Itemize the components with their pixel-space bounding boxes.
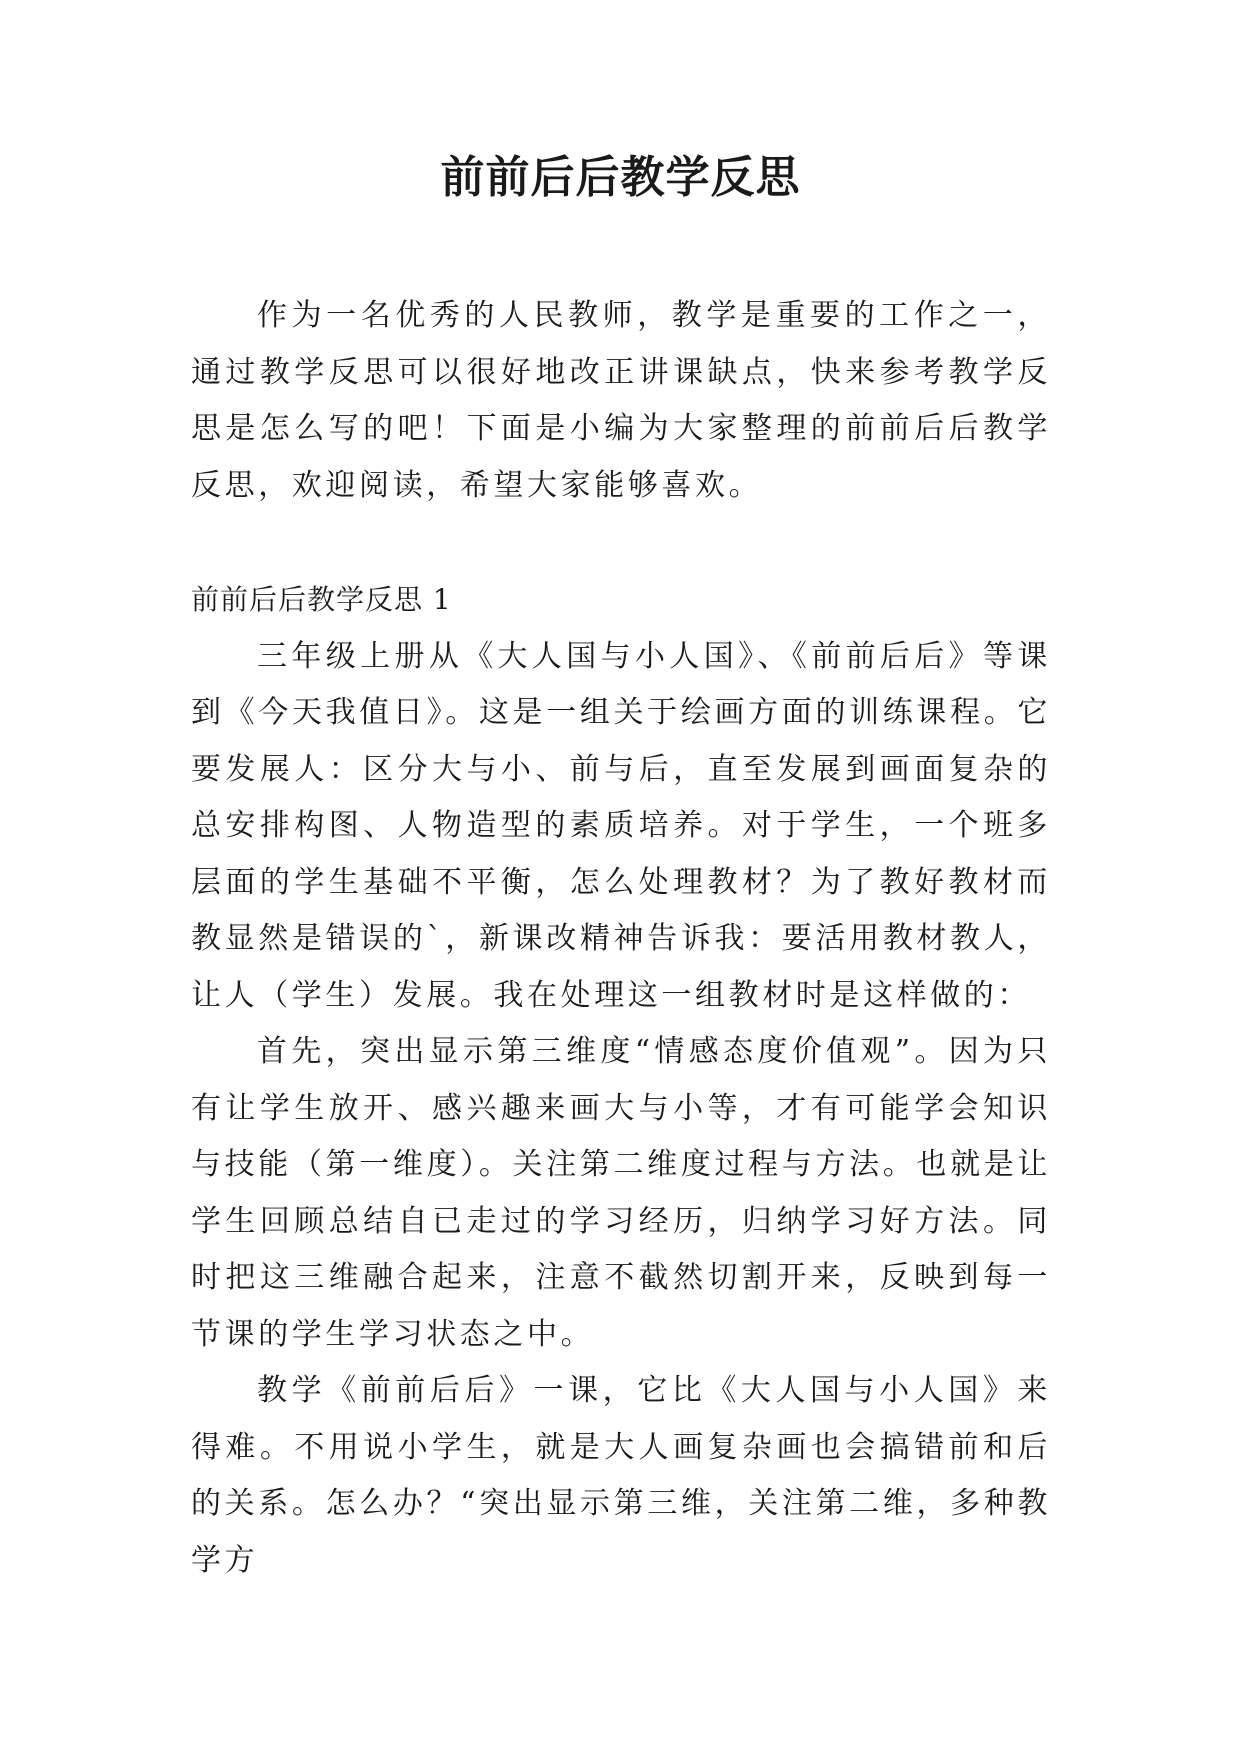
body-paragraph: 首先，突出显示第三维度“情感态度价值观”。因为只有让学生放开、感兴趣来画大与小等，才有可能学会知识与技能（第一维度）。关注第二维度过程与方法。也就是让学生回顾总结自已走过的学习经历，归纳学习好方法。同时把这三维融合起来，注意不截然切割开来，反映到每一节课的学生学习状态之中。	[191, 1034, 1051, 1352]
section-heading: 前前后后教学反思 1	[191, 583, 452, 616]
body-paragraph: 教学《前前后后》一课，它比《大人国与小人国》来得难。不用说小学生，就是大人画复杂画也会搞错前和后的关系。怎么办？“突出显示第三维，关注第二维，多种教学方	[191, 1373, 1051, 1578]
intro-paragraph: 作为一名优秀的人民教师，教学是重要的工作之一，通过教学反思可以很好地改正讲课缺点，快来参考教学反思是怎么写的吧！下面是小编为大家整理的前前后后教学反思，欢迎阅读，希望大家能够喜欢。	[191, 298, 1051, 503]
document-title: 前前后后教学反思	[440, 152, 801, 203]
document-body	[191, 288, 1051, 1589]
body-paragraph: 三年级上册从《大人国与小人国》、《前前后后》等课到《今天我值日》。这是一组关于绘画方面的训练课程。它要发展人：区分大与小、前与后，直至发展到画面复杂的总安排构图、人物造型的素质培养。对于学生，一个班多层面的学生基础不平衡，怎么处理教材？为了教好教材而教显然是错误的`，新课改精神告诉我：要活用教材教人，让人（学生）发展。我在处理这一组教材时是这样做的：	[191, 638, 1051, 1013]
